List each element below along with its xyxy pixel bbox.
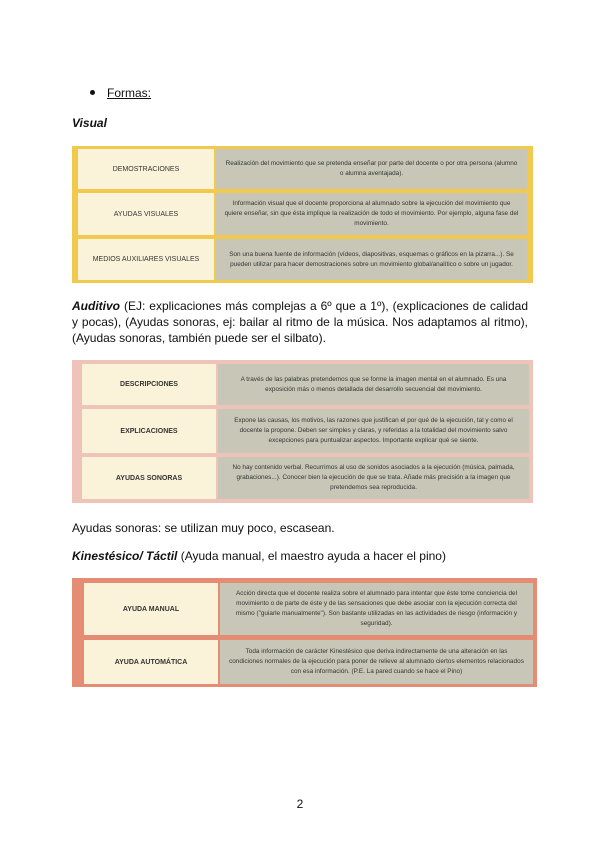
row-label: EXPLICACIONES — [82, 409, 216, 453]
table-row — [72, 146, 533, 191]
table-row — [72, 638, 537, 687]
row-label: MEDIOS AUXILIARES VISUALES — [78, 239, 214, 280]
row-label: DESCRIPCIONES — [82, 364, 216, 405]
table-row — [72, 360, 533, 407]
table-row — [72, 407, 533, 455]
kinestesico-table — [72, 578, 537, 687]
bullet-icon — [90, 90, 95, 95]
kinestesico-text: (Ayuda manual, el maestro ayuda a hacer el pino) — [177, 549, 446, 563]
forms-bullet — [90, 86, 151, 100]
auditivo-text: (EJ: explicaciones más complejas a 6º que a 1º), (explicaciones de calidad y pocas), (Ayudas sonoras, ej: bailar al ritmo de la música. Nos adaptamos al ritmo), (Ayudas sonoras, también puede ser el silbato). — [72, 299, 528, 345]
kinestesico-paragraph — [72, 548, 446, 564]
row-description: A través de las palabras pretendemos que se forme la imagen mental en el alumnado. Es una exposición más o menos detallada del desarrollo secuencial del movimiento. — [218, 364, 529, 405]
table-row — [72, 191, 533, 237]
row-description: Son una buena fuente de información (vídeos, diapositivas, esquemas o gráficos en la pizarra...). Se pueden utilizar para hacer demostraciones sobre un movimiento global/analítico o sobre un jugador. — [216, 239, 527, 280]
row-description: Expone las causas, los motivos, las razones que justifican el por qué de la ejecución, tal y como el docente la propone. Deben ser simples y claras, y referidas a la totalidad del movimiento salvo excepciones para puntualizar aspectos. Importante explicar qué se siente. — [218, 409, 529, 453]
row-label: AYUDAS SONORAS — [82, 457, 216, 499]
visual-table — [72, 146, 533, 283]
row-label: AYUDA MANUAL — [84, 583, 218, 635]
visual-heading: Visual — [72, 116, 107, 130]
row-description: Toda información de carácter Kinestésico que deriva indirectamente de una alteración en las condiciones normales de la ejecución para poner de relieve al alumnado ciertos elementos relacionados con esa información. (P.E. La pared cuando se hace el Pino) — [220, 640, 533, 684]
table-row — [72, 237, 533, 283]
row-description: No hay contenido verbal. Recurrimos al uso de sonidos asociados a la ejecución (música, palmada, grabaciones...). Conocer bien la ejecución de que se trata. Añade más precisión a la imagen que pretendemos sea reproducida. — [218, 457, 529, 499]
ayudas-sonoras-note: Ayudas sonoras: se utilizan muy poco, escasean. — [72, 521, 335, 535]
auditivo-heading: Auditivo — [72, 299, 120, 313]
page-number: 2 — [296, 797, 304, 811]
kinestesico-heading: Kinestésico/ Táctil — [72, 549, 178, 563]
table-row — [72, 578, 537, 638]
table-row — [72, 455, 533, 503]
row-label: AYUDAS VISUALES — [78, 193, 214, 235]
row-label: AYUDA AUTOMÁTICA — [84, 640, 218, 684]
auditivo-paragraph — [72, 298, 528, 346]
row-description: Información visual que el docente proporciona al alumnado sobre la ejecución del movimiento que quiere enseñar, sin que ésta implique la realización de todo el movimiento. Por ejemplo, alguna fase del movimiento. — [216, 193, 527, 235]
forms-label: Formas: — [107, 86, 152, 100]
row-description: Acción directa que el docente realiza sobre el alumnado para intentar que éste tome conciencia del movimiento o de parte de éste y de las sensaciones que debe asociar con la ejecución correcta del mismo ("guiarle manualmente"). Son bastante utilizadas en las actividades de riesgo (información y seguridad). — [220, 583, 533, 635]
auditivo-table — [72, 360, 533, 503]
row-label: DEMOSTRACIONES — [78, 149, 214, 189]
row-description: Realización del movimiento que se pretenda enseñar por parte del docente o por otra persona (alumno o alumna aventajada). — [216, 149, 527, 189]
